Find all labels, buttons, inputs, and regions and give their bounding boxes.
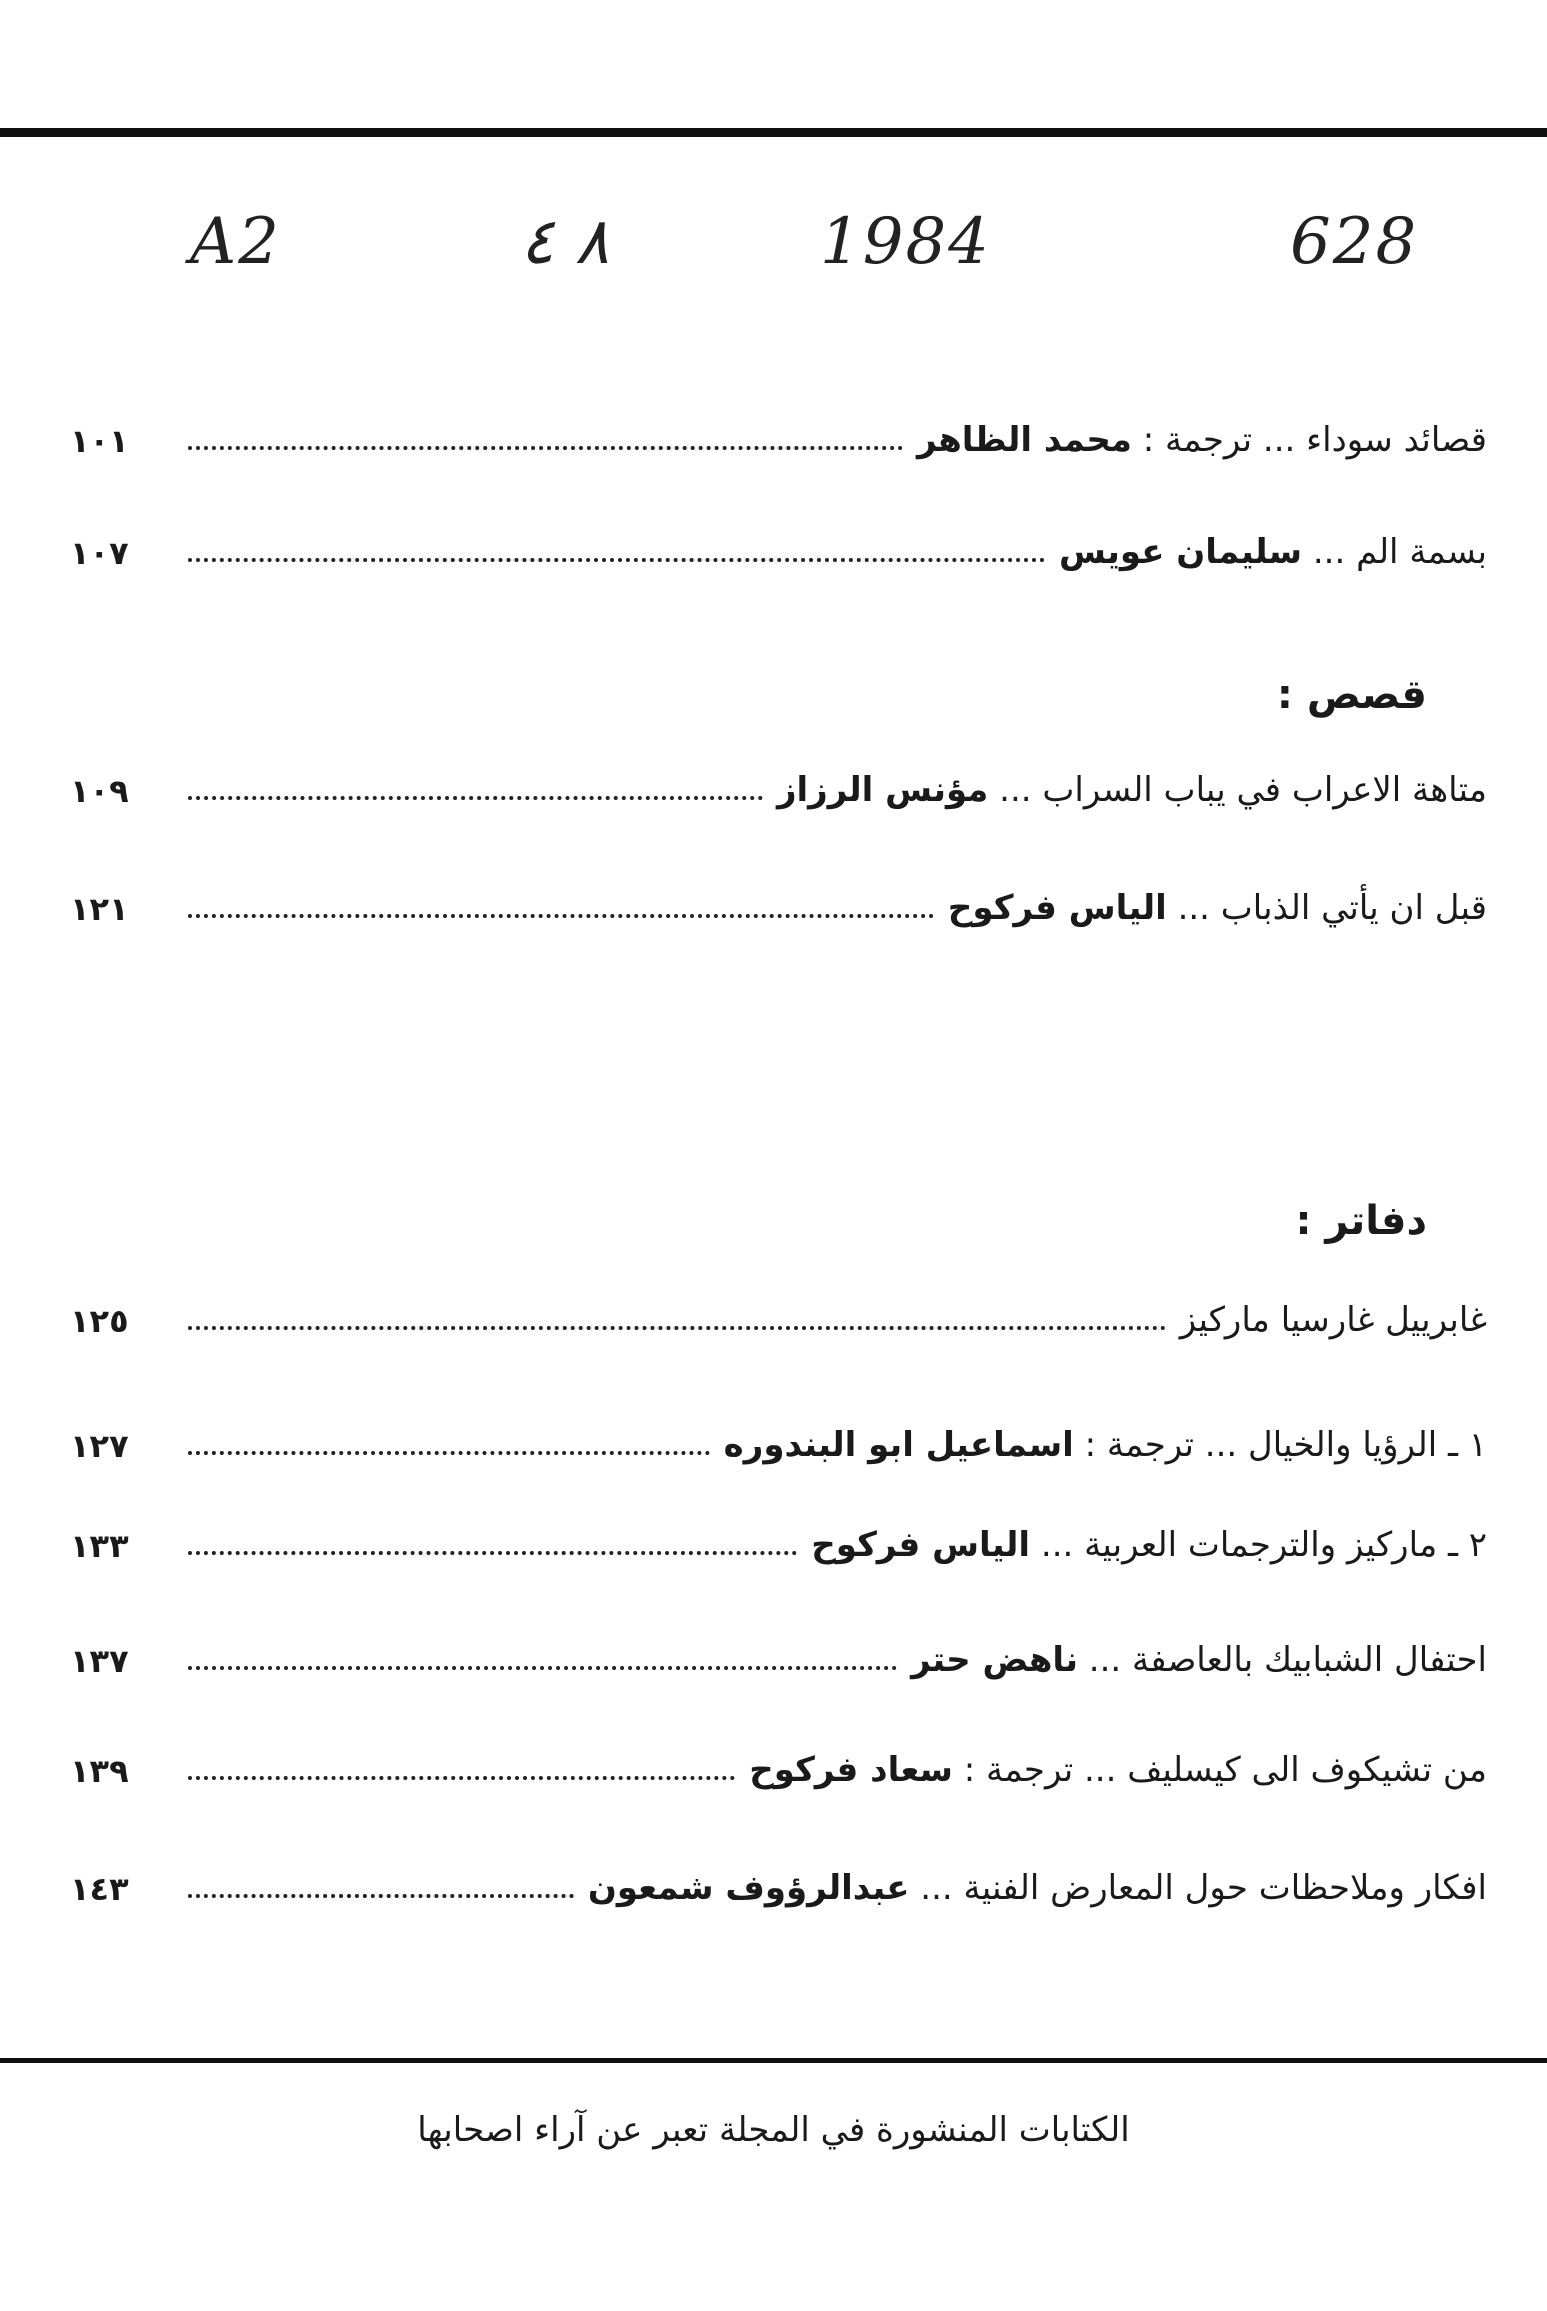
- toc-entry: [70, 750, 1487, 810]
- entry-title: افكار وملاحظات حول المعارض الفنية ... عبدالرؤوف شمعون: [587, 1868, 1487, 1908]
- toc-entry: [70, 1848, 1487, 1908]
- dot-leader: [188, 914, 934, 918]
- entry-author: مؤنس الرزاز: [776, 770, 989, 810]
- disclaimer-footer: الكتابات المنشورة في المجلة تعبر عن آراء اصحابها: [417, 2110, 1130, 2150]
- entry-title: من تشيكوف الى كيسليف ... ترجمة : سعاد فركوح: [749, 1750, 1487, 1790]
- handwritten-note: A2: [190, 205, 281, 279]
- handwritten-note: 1984: [820, 205, 991, 279]
- dot-leader: [188, 796, 763, 800]
- entry-author: الياس فركوح: [811, 1525, 1031, 1565]
- entry-page-number: ١٣٣: [70, 1527, 129, 1565]
- entry-author: اسماعيل ابو البندوره: [723, 1425, 1074, 1465]
- entry-author: ناهض حتر: [911, 1640, 1078, 1680]
- entry-page-number: ١٠٧: [70, 534, 129, 572]
- dot-leader: [188, 1666, 897, 1670]
- section-heading-notebooks: دفاتر :: [1295, 1198, 1427, 1244]
- entry-title: بسمة الم ... سليمان عويس: [1059, 532, 1487, 572]
- dot-leader: [188, 446, 903, 450]
- toc-entry: [70, 868, 1487, 928]
- entry-author: محمد الظاهر: [917, 420, 1132, 460]
- toc-entry: [70, 1730, 1487, 1790]
- entry-page-number: ١٠١: [70, 422, 129, 460]
- entry-title: غابرييل غارسيا ماركيز: [1179, 1300, 1487, 1340]
- handwritten-note: ٨ ٤: [520, 205, 610, 279]
- toc-entry: [70, 512, 1487, 572]
- entry-page-number: ١٣٧: [70, 1642, 129, 1680]
- entry-title: ١ ـ الرؤيا والخيال ... ترجمة : اسماعيل ابو البندوره: [723, 1425, 1487, 1465]
- entry-page-number: ١٢١: [70, 890, 129, 928]
- table-of-contents: [70, 0, 1487, 2311]
- entry-title: متاهة الاعراب في يباب السراب ... مؤنس الرزاز: [776, 770, 1487, 810]
- bottom-rule: [0, 2058, 1547, 2063]
- entry-page-number: ١٣٩: [70, 1752, 129, 1790]
- entry-page-number: ١٢٥: [70, 1302, 129, 1340]
- toc-entry: [70, 400, 1487, 460]
- entry-page-number: ١٠٩: [70, 772, 129, 810]
- entry-page-number: ١٤٣: [70, 1870, 129, 1908]
- toc-entry: [70, 1505, 1487, 1565]
- entry-author: سعاد فركوح: [749, 1750, 953, 1790]
- entry-title: قبل ان يأتي الذباب ... الياس فركوح: [947, 888, 1487, 928]
- dot-leader: [188, 1451, 710, 1455]
- dot-leader: [188, 1776, 735, 1780]
- dot-leader: [188, 1551, 797, 1555]
- toc-entry: [70, 1280, 1487, 1340]
- dot-leader: [188, 558, 1045, 562]
- entry-title: ٢ ـ ماركيز والترجمات العربية ... الياس فركوح: [811, 1525, 1487, 1565]
- toc-entry: [70, 1405, 1487, 1465]
- entry-title: احتفال الشبابيك بالعاصفة ... ناهض حتر: [911, 1640, 1487, 1680]
- entry-author: عبدالرؤوف شمعون: [587, 1868, 910, 1908]
- dot-leader: [188, 1326, 1166, 1330]
- handwritten-note: 628: [1290, 205, 1419, 279]
- dot-leader: [188, 1894, 574, 1898]
- section-heading-stories: قصص :: [1276, 672, 1427, 718]
- entry-page-number: ١٢٧: [70, 1427, 129, 1465]
- entry-author: الياس فركوح: [947, 888, 1167, 928]
- entry-title: قصائد سوداء ... ترجمة : محمد الظاهر: [917, 420, 1487, 460]
- entry-author: سليمان عويس: [1059, 532, 1303, 572]
- toc-entry: [70, 1620, 1487, 1680]
